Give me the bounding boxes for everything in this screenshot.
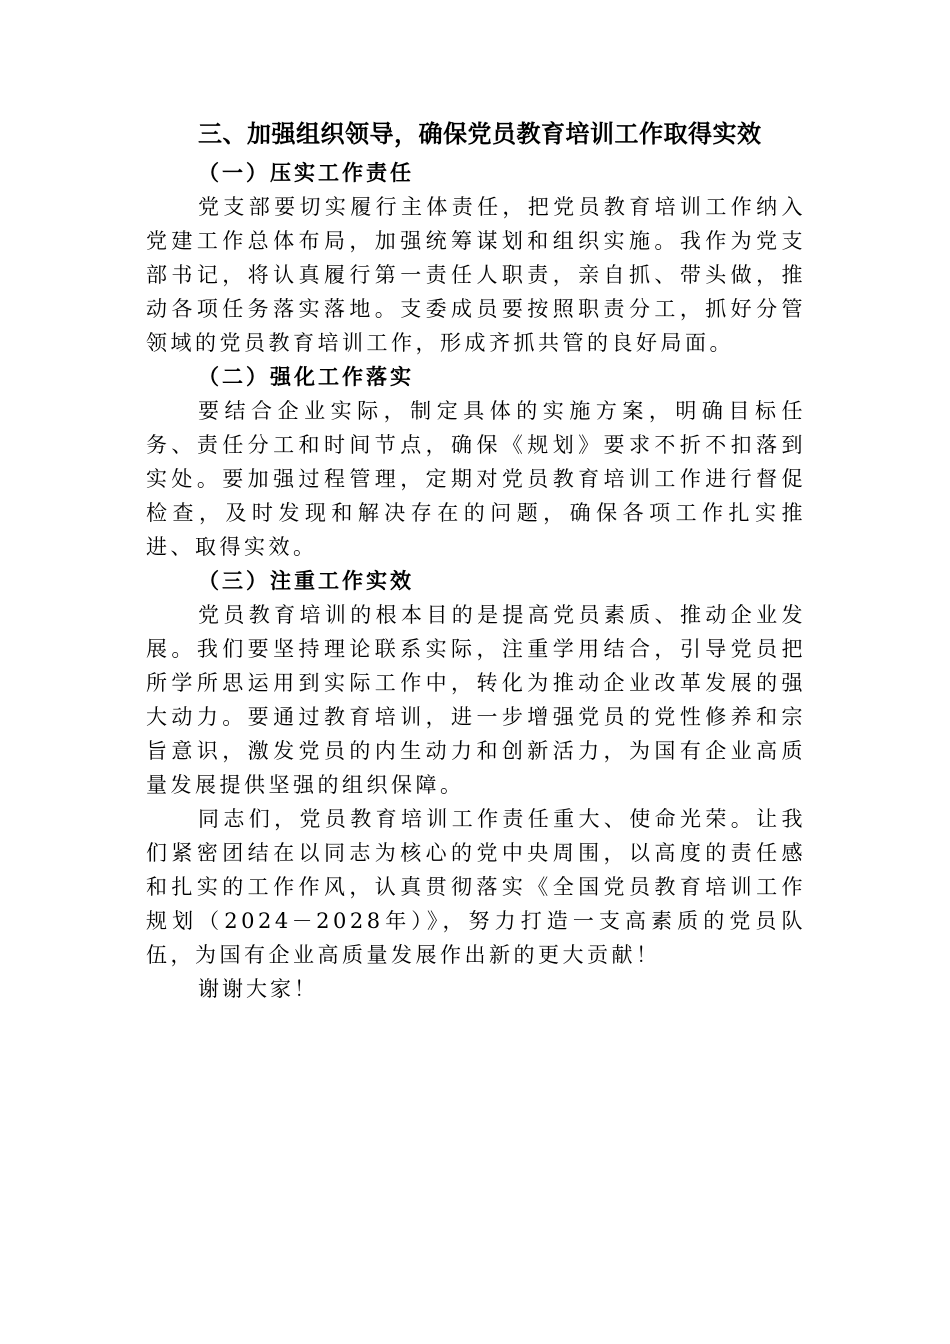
subsection-paragraph-3: 党员教育培训的根本目的是提高党员素质、推动企业发展。我们要坚持理论联系实际，注重学用结合，引导党员把所学所思运用到实际工作中，转化为推动企业改革发展的强大动力。要通过教育培训，进一步增强党员的党性修养和宗旨意识，激发党员的内生动力和创新活力，为国有企业高质量发展提供坚强的组织保障。: [146, 603, 806, 797]
section-title: 三、加强组织领导，确保党员教育培训工作取得实效: [198, 120, 762, 148]
subsection-paragraph-2: 要结合企业实际，制定具体的实施方案，明确目标任务、责任分工和时间节点，确保《规划》要求不折不扣落到实处。要加强过程管理，定期对党员教育培训工作进行督促检查，及时发现和解决存在的问题，确保各项工作扎实推进、取得实效。: [146, 399, 806, 559]
conclusion-paragraph: 同志们，党员教育培训工作责任重大、使命光荣。让我们紧密团结在以同志为核心的党中央周围，以高度的责任感和扎实的工作作风，认真贯彻落实《全国党员教育培训工作规划（2024－2028年）》，努力打造一支高素质的党员队伍，为国有企业高质量发展作出新的更大贡献！: [146, 807, 806, 967]
subsection-heading-2: （二）强化工作落实: [198, 364, 414, 389]
subsection-paragraph-1: 党支部要切实履行主体责任，把党员教育培训工作纳入党建工作总体布局，加强统筹谋划和组织实施。我作为党支部书记，将认真履行第一责任人职责，亲自抓、带头做，推动各项任务落实落地。支委成员要按照职责分工，抓好分管领域的党员教育培训工作，形成齐抓共管的良好局面。: [146, 195, 806, 355]
subsection-heading-3: （三）注重工作实效: [198, 568, 414, 593]
document-page: [146, 112, 806, 1006]
subsection-heading-1: （一）压实工作责任: [198, 160, 414, 185]
closing-line: 谢谢大家！: [198, 977, 318, 1001]
